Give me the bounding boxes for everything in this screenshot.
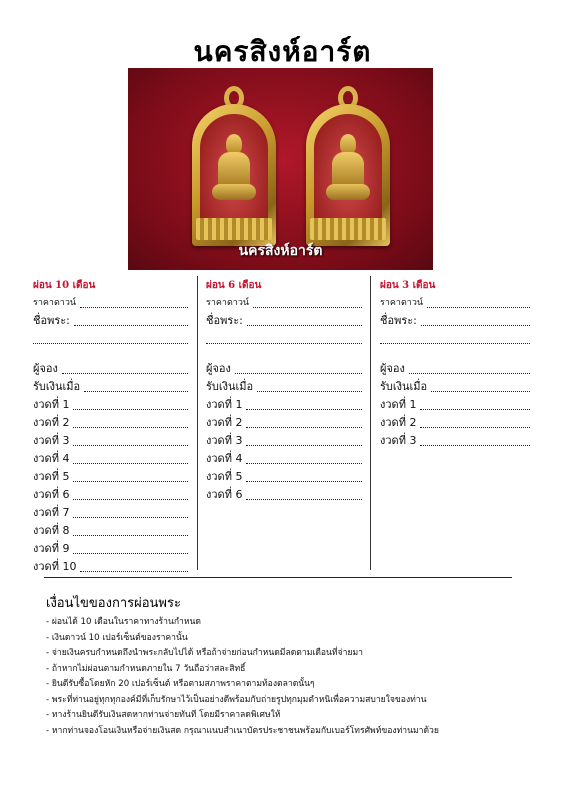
amulet-name-field[interactable] xyxy=(74,314,188,326)
installment-2-field[interactable] xyxy=(73,416,188,428)
installment-5-label: งวดที่ 5 xyxy=(33,470,70,483)
installment-3-label: งวดที่ 3 xyxy=(206,434,243,447)
amulet-name-extra-field[interactable] xyxy=(380,332,530,344)
installment-7-field[interactable] xyxy=(73,506,188,518)
amulet-front-image xyxy=(186,86,282,248)
installment-1 xyxy=(33,396,188,414)
installment-2-field[interactable] xyxy=(246,416,362,428)
amulet-name xyxy=(380,312,530,330)
down-payment-label: ราคาดาวน์ xyxy=(380,298,424,308)
amulet-name-label: ชื่อพระ: xyxy=(380,314,417,327)
received-date-field[interactable] xyxy=(257,380,362,392)
installment-6 xyxy=(206,486,362,504)
installment-9-field[interactable] xyxy=(73,542,188,554)
installment-1-field[interactable] xyxy=(246,398,362,410)
condition-item: - ถ้าหากไม่ผ่อนตามกำหนดภายใน 7 วันถือว่าสละสิทธิ์ xyxy=(46,663,246,674)
installment-8-label: งวดที่ 8 xyxy=(33,524,70,537)
condition-item: - ผ่อนได้ 10 เดือนในราคาทางร้านกำหนด xyxy=(46,617,201,627)
down-payment xyxy=(206,294,362,312)
reserver xyxy=(33,360,188,378)
installment-2 xyxy=(206,414,362,432)
conditions-title: เงื่อนไขของการผ่อนพระ xyxy=(46,596,181,611)
received-date-label: รับเงินเมื่อ xyxy=(380,380,428,393)
plan-6-months xyxy=(206,278,362,504)
installment-1-field[interactable] xyxy=(73,398,188,410)
spacer xyxy=(380,348,530,360)
installment-6-label: งวดที่ 6 xyxy=(206,488,243,501)
plan-3-months xyxy=(380,278,530,450)
condition-item: - หากท่านจองโอนเงินหรือจ่ายเงินสด กรุณาแนบสำเนาบัตรประชาชนพร้อมกับเบอร์โทรศัพท์ของท่านมาด้วย xyxy=(46,725,439,736)
installment-3-field[interactable] xyxy=(73,434,188,446)
received-date-field[interactable] xyxy=(431,380,530,392)
installment-4-field[interactable] xyxy=(246,452,362,464)
installment-2 xyxy=(33,414,188,432)
amulet-name-label: ชื่อพระ: xyxy=(33,314,70,327)
installment-4-label: งวดที่ 4 xyxy=(206,452,243,465)
installment-7 xyxy=(33,504,188,522)
installment-1-label: งวดที่ 1 xyxy=(380,398,417,411)
installment-10 xyxy=(33,558,188,576)
installment-4-field[interactable] xyxy=(73,452,188,464)
installment-3-label: งวดที่ 3 xyxy=(380,434,417,447)
spacer xyxy=(33,348,188,360)
condition-item: - พระที่ท่านอยู่ทุกทุกองค์มีที่เก็บรักษาไว้เป็นอย่างดีพร้อมกับถ่ายรูปทุกมุมตำหนิเพื่อความสบายใจของท่าน xyxy=(46,694,427,705)
installment-9-label: งวดที่ 9 xyxy=(33,542,70,555)
received-date xyxy=(206,378,362,396)
amulet-name-extra xyxy=(380,330,530,348)
installment-5-label: งวดที่ 5 xyxy=(206,470,243,483)
down-payment-field[interactable] xyxy=(253,296,362,308)
reserver-field[interactable] xyxy=(62,362,188,374)
reserver-label: ผู้จอง xyxy=(206,362,231,375)
installment-3-field[interactable] xyxy=(246,434,362,446)
reserver-label: ผู้จอง xyxy=(380,362,405,375)
amulet-photo xyxy=(128,68,433,270)
condition-item: - ยินดีรับซื้อโดยหัก 20 เปอร์เซ็นต์ หรือตามสภาพราคาตามท้องตลาดนั้นๆ xyxy=(46,679,315,689)
installment-10-field[interactable] xyxy=(80,560,188,572)
section-divider xyxy=(44,577,512,578)
installment-4 xyxy=(33,450,188,468)
installment-4-label: งวดที่ 4 xyxy=(33,452,70,465)
installment-2 xyxy=(380,414,530,432)
installment-2-field[interactable] xyxy=(420,416,530,428)
spacer xyxy=(206,348,362,360)
installment-6-field[interactable] xyxy=(73,488,188,500)
down-payment-label: ราคาดาวน์ xyxy=(33,298,77,308)
column-divider xyxy=(370,276,371,570)
installment-6-field[interactable] xyxy=(246,488,362,500)
down-payment-field[interactable] xyxy=(427,296,530,308)
amulet-name-extra xyxy=(33,330,188,348)
installment-4 xyxy=(206,450,362,468)
reserver-label: ผู้จอง xyxy=(33,362,58,375)
installment-5-field[interactable] xyxy=(246,470,362,482)
installment-8 xyxy=(33,522,188,540)
installment-3 xyxy=(33,432,188,450)
received-date xyxy=(380,378,530,396)
condition-item: - ทางร้านยินดีรับเงินสดหากท่านจ่ายทันที โดยมีราคาลดพิเศษให้ xyxy=(46,710,281,720)
received-date-label: รับเงินเมื่อ xyxy=(33,380,81,393)
amulet-name-extra-field[interactable] xyxy=(33,332,188,344)
installment-8-field[interactable] xyxy=(73,524,188,536)
installment-2-label: งวดที่ 2 xyxy=(206,416,243,429)
down-payment xyxy=(380,294,530,312)
plan-heading: ผ่อน 6 เดือน xyxy=(206,280,262,291)
installment-5 xyxy=(206,468,362,486)
plan-10-months xyxy=(33,278,188,576)
installment-1-field[interactable] xyxy=(420,398,530,410)
condition-item: - เงินดาวน์ 10 เปอร์เซ็นต์ของราคานั้น xyxy=(46,632,188,643)
down-payment-label: ราคาดาวน์ xyxy=(206,298,250,308)
amulet-name-field[interactable] xyxy=(247,314,362,326)
installment-6 xyxy=(33,486,188,504)
installment-3 xyxy=(206,432,362,450)
amulet-back-image xyxy=(300,86,396,248)
amulet-name xyxy=(206,312,362,330)
reserver xyxy=(380,360,530,378)
condition-item: - จ่ายเงินครบกำหนดถึงนำพระกลับไปได้ หรือถ้าจ่ายก่อนกำหนดมีลดตามเดือนที่จ่ายมา xyxy=(46,648,363,658)
amulet-name-field[interactable] xyxy=(421,314,530,326)
installment-9 xyxy=(33,540,188,558)
installment-6-label: งวดที่ 6 xyxy=(33,488,70,501)
amulet-name-label: ชื่อพระ: xyxy=(206,314,243,327)
received-date-label: รับเงินเมื่อ xyxy=(206,380,254,393)
conditions-list xyxy=(46,615,526,739)
photo-watermark: นครสิงห์อาร์ต xyxy=(238,242,323,258)
installment-10-label: งวดที่ 10 xyxy=(33,560,77,573)
amulet-name-extra xyxy=(206,330,362,348)
installment-5-field[interactable] xyxy=(73,470,188,482)
installment-1-label: งวดที่ 1 xyxy=(33,398,70,411)
installment-3 xyxy=(380,432,530,450)
down-payment xyxy=(33,294,188,312)
installment-3-field[interactable] xyxy=(420,434,530,446)
installment-5 xyxy=(33,468,188,486)
plan-heading: ผ่อน 10 เดือน xyxy=(33,280,96,291)
received-date xyxy=(33,378,188,396)
plan-heading: ผ่อน 3 เดือน xyxy=(380,280,436,291)
reserver-field[interactable] xyxy=(235,362,362,374)
reserver-field[interactable] xyxy=(409,362,530,374)
installment-3-label: งวดที่ 3 xyxy=(33,434,70,447)
installment-1 xyxy=(380,396,530,414)
received-date-field[interactable] xyxy=(84,380,188,392)
reserver xyxy=(206,360,362,378)
installment-1 xyxy=(206,396,362,414)
installment-7-label: งวดที่ 7 xyxy=(33,506,70,519)
page-title: นครสิงห์อาร์ต xyxy=(193,36,372,67)
amulet-name xyxy=(33,312,188,330)
installment-2-label: งวดที่ 2 xyxy=(380,416,417,429)
column-divider xyxy=(197,276,198,570)
down-payment-field[interactable] xyxy=(80,296,188,308)
installment-2-label: งวดที่ 2 xyxy=(33,416,70,429)
installment-1-label: งวดที่ 1 xyxy=(206,398,243,411)
amulet-name-extra-field[interactable] xyxy=(206,332,362,344)
